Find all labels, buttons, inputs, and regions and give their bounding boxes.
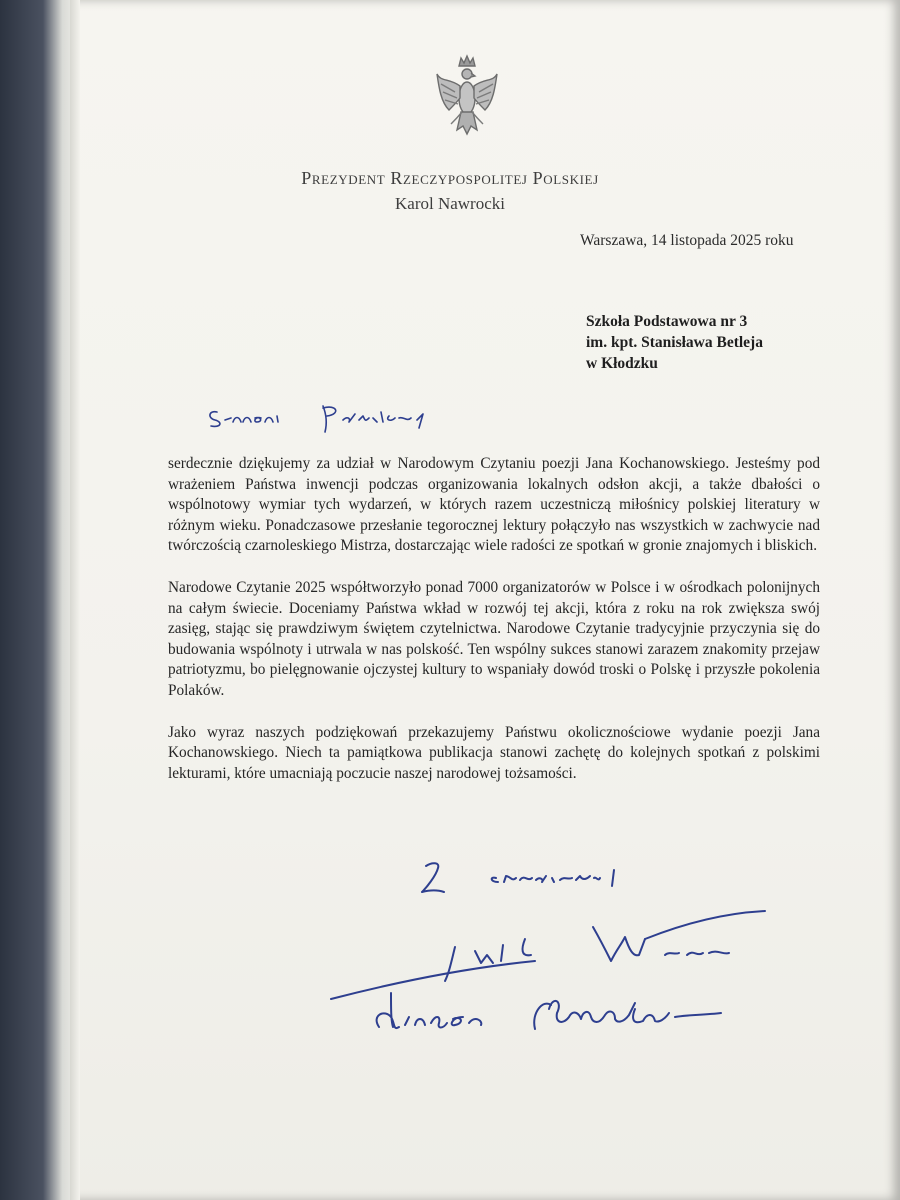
letter-body [168, 454, 820, 805]
body-paragraph: serdecznie dziękujemy za udział w Narodowym Czytaniu poezji Jana Kochanowskiego. Jesteśmy pod wrażeniem Państwa inwencji podczas organizowania lokalnych odsłon akcji, a także dbałości o wspólnotowy wymiar tych wydarzeń, w których razem uczestniczą miłośnicy polskiej literatury w różnym wieku. Ponadczasowe przesłanie tegorocznej lektury połączyło nas wszystkich w zachwycie nad twórczością czarnoleskiego Mistrza, dostarczając wiele radości ze spotkań w gronie znajomych i bliskich. [168, 455, 820, 555]
eagle-emblem-icon [435, 52, 499, 148]
handwritten-closing [418, 858, 658, 902]
recipient-line: im. kpt. Stanisława Betleja [586, 334, 763, 351]
signature-image [325, 905, 785, 1045]
handwritten-salutation [205, 400, 475, 436]
recipient-line: w Kłodzku [586, 355, 658, 372]
header-name: Karol Nawrocki [395, 194, 505, 213]
letter-date: Warszawa, 14 listopada 2025 roku [580, 232, 794, 249]
header-title: Prezydent Rzeczypospolitej Polskiej [301, 168, 599, 188]
recipient-address [586, 311, 763, 374]
body-paragraph: Jako wyraz naszych podziękowań przekazujemy Państwu okolicznościowe wydanie poezji Jana Kochanowskiego. Niech ta pamiątkowa publikacja stanowi zachętę do kolejnych spotkań z polskimi lekturami, które umacniają poczucie naszej narodowej tożsamości. [168, 723, 820, 782]
body-paragraph: Narodowe Czytanie 2025 współtworzyło ponad 7000 organizatorów w Polsce i w ośrodkach polonijnych na całym świecie. Doceniamy Państwa wkład w rozwój tej akcji, która z roku na rok zwiększa swój zasięg, stając się prawdziwym świętem czytelnictwa. Narodowe Czytanie tradycyjnie przyczynia się do budowania wspólnoty i utrwala w nas polskość. Ten wspólny sukces stanowi zarazem znakomity przejaw patriotyzmu, bo pielęgnowanie ojczystej kultury to wspaniały dowód troski o Polskę i przyszłe pokolenia Polaków. [168, 578, 820, 699]
recipient-line: Szkoła Podstawowa nr 3 [586, 313, 748, 330]
